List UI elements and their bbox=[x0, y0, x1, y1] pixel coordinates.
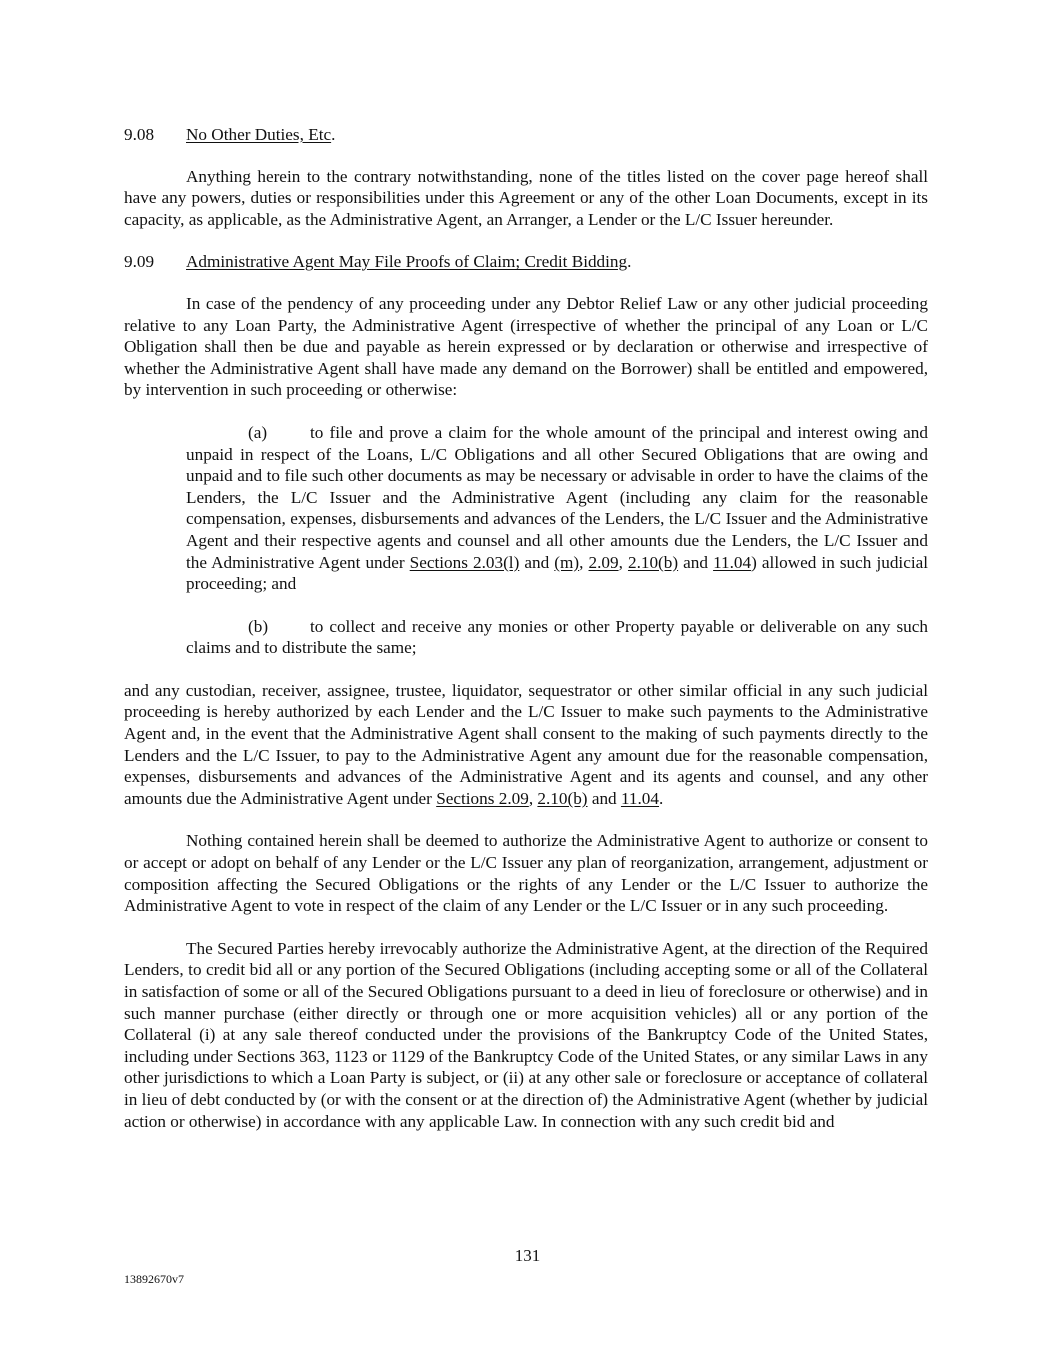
cross-reference: 11.04 bbox=[620, 788, 659, 808]
list-item-text: and bbox=[678, 552, 714, 572]
list-item-text: , bbox=[618, 552, 628, 572]
cross-reference: 11.04 bbox=[713, 552, 752, 572]
document-id: 13892670v7 bbox=[124, 1272, 184, 1286]
list-item-b bbox=[186, 616, 928, 659]
section-title: No Other Duties, Etc bbox=[186, 125, 332, 144]
list-item-label: (a) bbox=[248, 422, 268, 442]
section-heading-9-09 bbox=[124, 251, 928, 273]
paragraph-text: and any custodian, receiver, assignee, trustee, liquidator, sequestrator or other similar official in any such judicial proceeding is hereby authorized by each Lender and the L/C Issuer to make such payments to the Administrative Agent and, in the event that the Administrative Agent shall consent to the making of such payments directly to the Lenders and the L/C Issuer, to pay to the Administrative Agent any amount due for the reasonable compensation, expenses, disbursements and advances of the Administrative Agent and its agents and counsel, and any other amounts due the Administrative Agent under bbox=[124, 680, 928, 808]
list-item-text: to file and prove a claim for the whole amount of the principal and interest owing and unpaid in respect of the Loans, L/C Obligations and all other Secured Obligations that are owing and unpaid and to file such other documents as may be necessary or advisable in order to have the claims of the Lenders, the L/C Issuer and the Administrative Agent (including any claim for the reasonable compensation, expenses, disbursements and advances of the Lenders, the L/C Issuer and the Administrative Agent and their respective agents and counsel and all other amounts due the Lenders, the L/C Issuer and the Administrative Agent under bbox=[186, 422, 928, 572]
cross-reference: Sections 2.03(l) bbox=[409, 552, 520, 572]
list-item-text: to collect and receive any monies or other Property payable or deliverable on any such claims and to distribute the same; bbox=[186, 616, 928, 658]
paragraph-no-other-duties: Anything herein to the contrary notwithstanding, none of the titles listed on the cover page hereof shall have any powers, duties or responsibilities under this Agreement or any of the other Loan Documents, except in its capacity, as applicable, as the Administrative Agent, an Arranger, a Lender or the L/C Issuer hereunder. bbox=[124, 166, 928, 229]
cross-reference: 2.10(b) bbox=[627, 552, 679, 572]
list-item-text: and bbox=[519, 552, 555, 572]
section-number: 9.09 bbox=[124, 252, 155, 272]
paragraph-text: and bbox=[587, 788, 621, 808]
list-item-a bbox=[186, 422, 928, 595]
section-title-period: . bbox=[627, 252, 632, 272]
paragraph-text: , bbox=[528, 788, 538, 808]
cross-reference: Sections 2.09 bbox=[436, 788, 529, 808]
paragraph-nothing-contained: Nothing contained herein shall be deemed to authorize the Administrative Agent to authorize or consent to or accept or adopt on behalf of any Lender or the L/C Issuer any plan of reorganization, arrangement, adjustment or composition affecting the Secured Obligations or the rights of any Lender or the L/C Issuer to authorize the Administrative Agent to vote in respect of the claim of any Lender or the L/C Issuer or in any such proceeding. bbox=[124, 831, 928, 916]
list-item-text: , bbox=[579, 552, 589, 572]
section-number: 9.08 bbox=[124, 125, 155, 144]
section-title: Administrative Agent May File Proofs of Claim; Credit Bidding bbox=[186, 252, 628, 272]
page-number: 131 bbox=[514, 1246, 541, 1265]
section-title-period: . bbox=[331, 125, 336, 144]
cross-reference: 2.09 bbox=[588, 552, 619, 572]
paragraph-text: . bbox=[659, 788, 664, 808]
paragraph-proofs-of-claim-intro: In case of the pendency of any proceeding under any Debtor Relief Law or any other judicial proceeding relative to any Loan Party, the Administrative Agent (irrespective of whether the principal of any Loan or L/C Obligation shall then be due and payable as herein expressed or by declaration or otherwise and irrespective of whether the Administrative Agent shall have made any demand on the Borrower) shall be entitled and empowered, by intervention in such proceeding or otherwise: bbox=[124, 293, 928, 400]
cross-reference: 2.10(b) bbox=[537, 788, 588, 808]
cross-reference: (m) bbox=[554, 552, 580, 572]
list-item-label: (b) bbox=[248, 616, 269, 636]
paragraph-custodian bbox=[124, 680, 928, 810]
paragraph-credit-bid: The Secured Parties hereby irrevocably authorize the Administrative Agent, at the direction of the Required Lenders, to credit bid all or any portion of the Secured Obligations (including accepting some or all of the Collateral in satisfaction of some or all of the Secured Obligations pursuant to a deed in lieu of foreclosure or otherwise) and in such manner purchase (either directly or through one or more acquisition vehicles) all or any portion of the Collateral (i) at any sale thereof conducted under the provisions of the Bankruptcy Code of the United States, including under Sections 363, 1123 or 1129 of the Bankruptcy Code of the United States, or any similar Laws in any other jurisdictions to which a Loan Party is subject, or (ii) at any other sale or foreclosure or acceptance of collateral in lieu of debt conducted by (or with the consent or at the direction of) the Administrative Agent (whether by judicial action or otherwise) in accordance with any applicable Law. In connection with any such credit bid and bbox=[124, 938, 928, 1131]
section-heading-9-08 bbox=[124, 124, 928, 146]
page-content bbox=[124, 124, 928, 1153]
list-item-text: ) allowed in such judicial proceeding; and bbox=[186, 552, 928, 594]
